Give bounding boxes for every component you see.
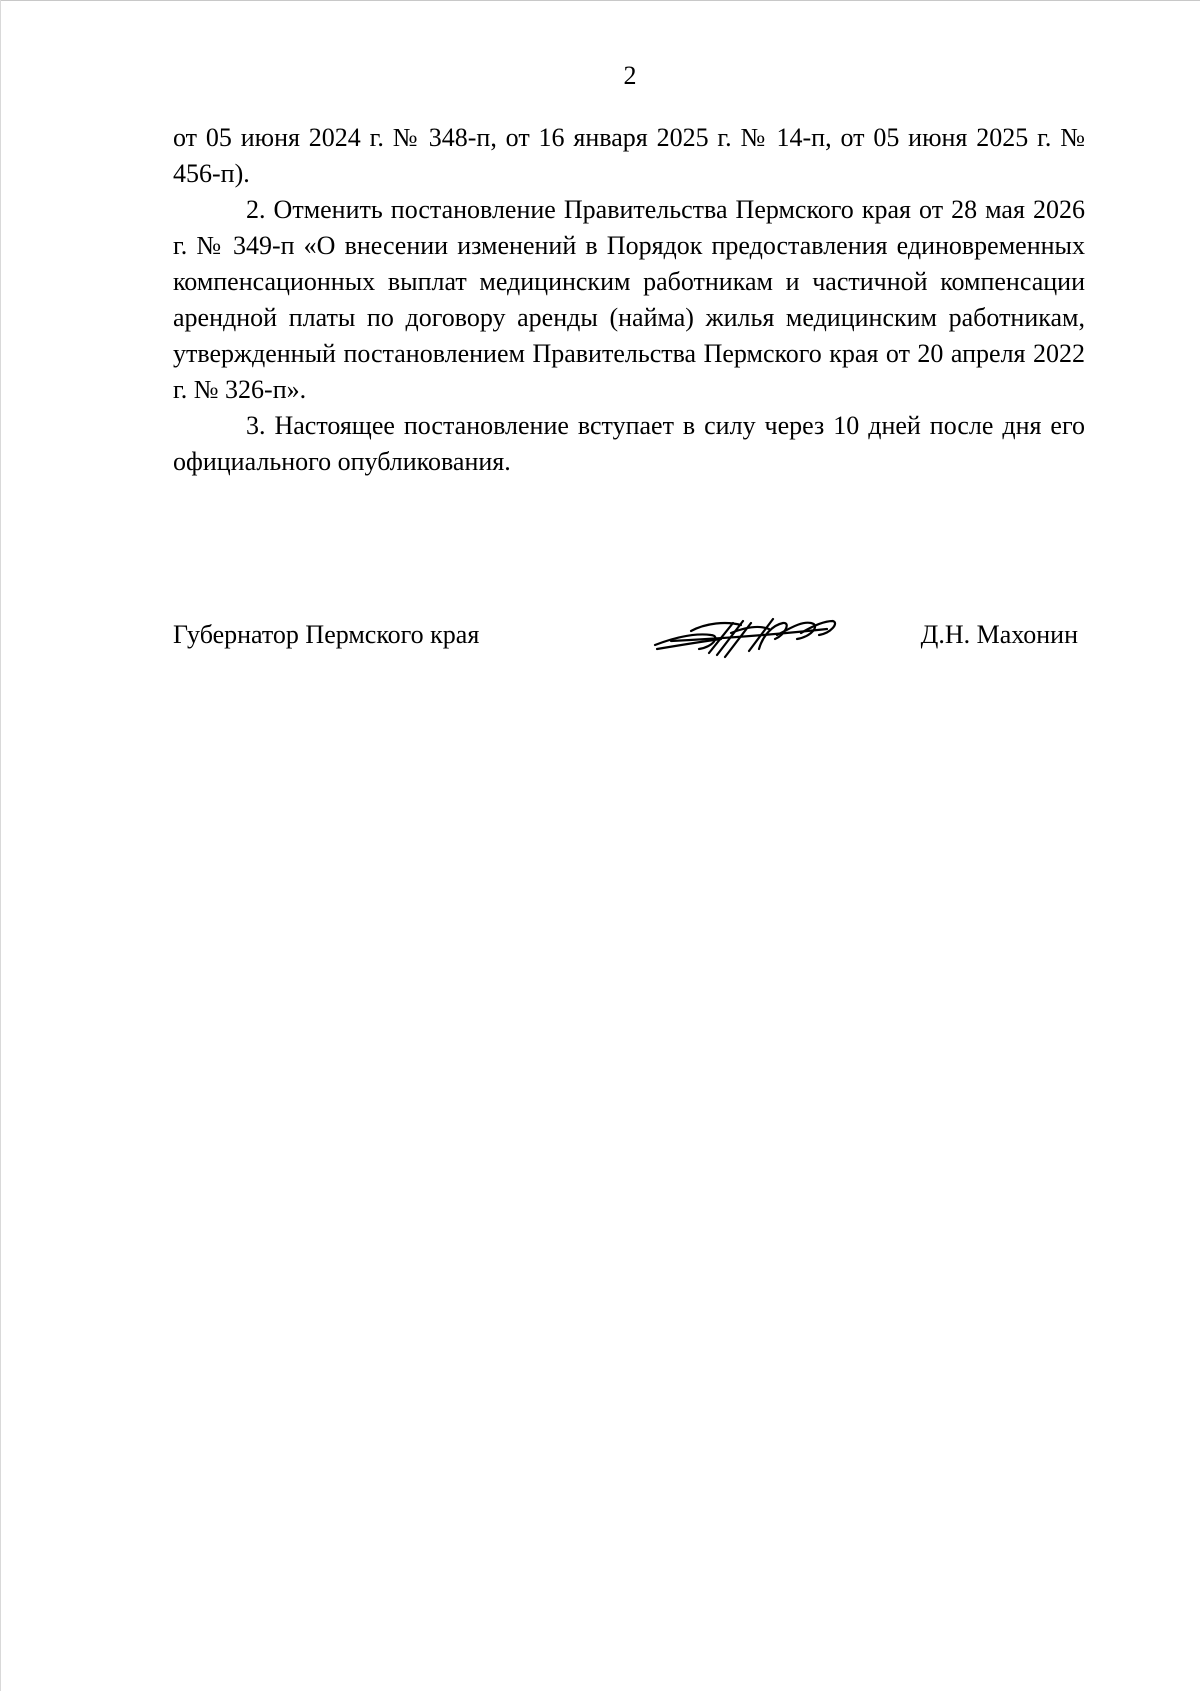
scan-edge-top <box>0 0 1200 1</box>
signature-block <box>173 617 1085 677</box>
document-body <box>173 120 1085 480</box>
handwritten-signature <box>651 605 841 667</box>
signer-name: Д.Н. Махонин <box>920 620 1078 649</box>
paragraph-2: 2. Отменить постановление Правительства Пермского края от 28 мая 2026 г. № 349-п «О внесении изменений в Порядок предоставления единовременных компенсационных выплат медицинским работникам и частичной компенсации арендной платы по договору аренды (найма) жилья медицинским работникам, утвержденный постановлением Правительства Пермского края от 20 апреля 2022 г. № 326-п». <box>173 195 1085 404</box>
paragraph-3: 3. Настоящее постановление вступает в силу через 10 дней после дня его официального опубликования. <box>173 411 1085 476</box>
page-number: 2 <box>623 61 637 90</box>
paragraph-continuation: от 05 июня 2024 г. № 348-п, от 16 января 2025 г. № 14-п, от 05 июня 2025 г. № 456-п). <box>173 123 1085 188</box>
signer-position: Губернатор Пермского края <box>173 620 480 649</box>
scan-edge-left <box>0 0 1 1691</box>
